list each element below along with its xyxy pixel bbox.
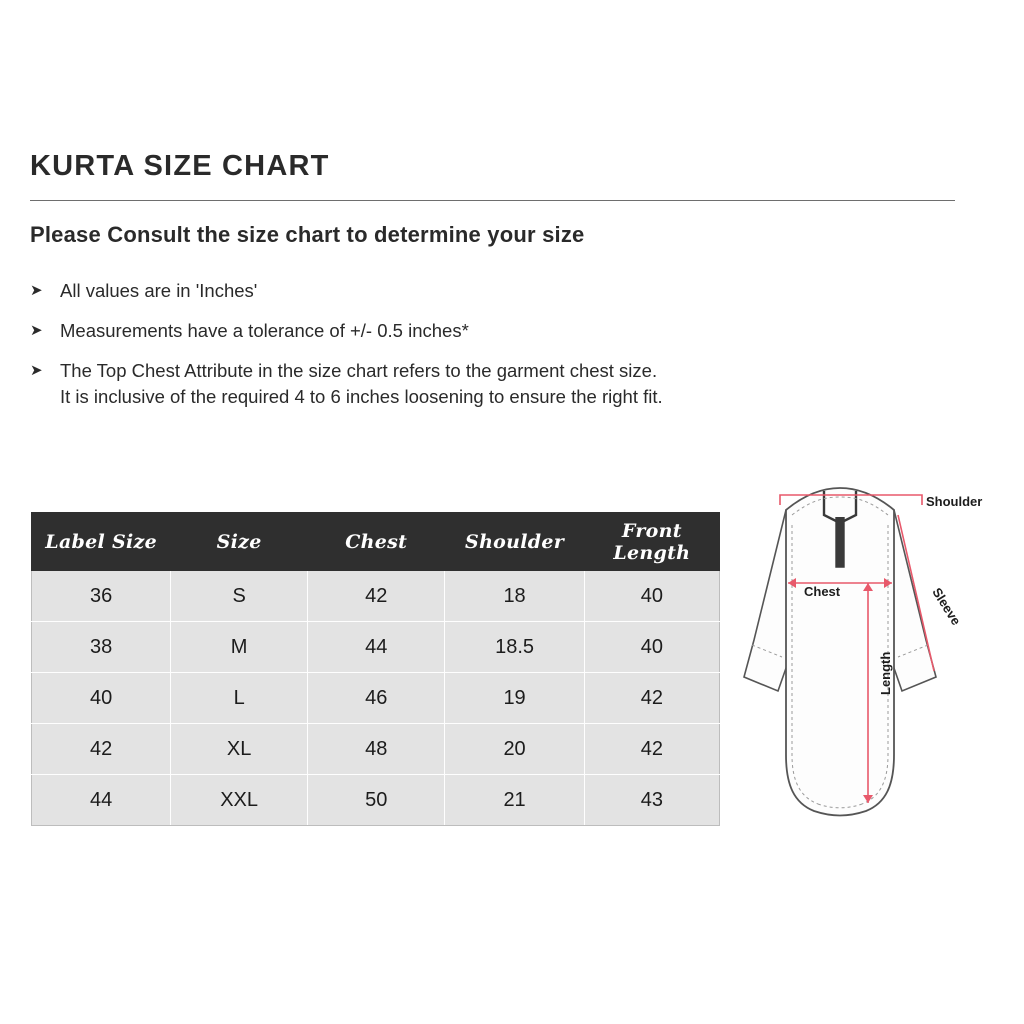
- cell-label-size: 36: [32, 571, 171, 622]
- cell-shoulder: 19: [445, 673, 584, 724]
- cell-size: XL: [171, 724, 308, 775]
- arrow-bullet-icon: ➤: [30, 322, 43, 339]
- arrow-bullet-icon: ➤: [30, 282, 43, 299]
- cell-label-size: 42: [32, 724, 171, 775]
- note-text: The Top Chest Attribute in the size chart refers to the garment chest size.: [60, 360, 658, 381]
- sleeve-label: Sleeve: [929, 585, 964, 628]
- page-subtitle: Please Consult the size chart to determine your size: [30, 222, 585, 247]
- cell-size: L: [171, 673, 308, 724]
- cell-size: S: [171, 571, 308, 622]
- column-header-size: Size: [171, 513, 308, 571]
- cell-chest: 46: [307, 673, 444, 724]
- cell-shoulder: 21: [445, 775, 584, 826]
- table-row: [32, 673, 720, 724]
- cell-shoulder: 18: [445, 571, 584, 622]
- table-row: [32, 622, 720, 673]
- shoulder-label: Shoulder: [926, 494, 983, 509]
- cell-front-length: 43: [584, 775, 719, 826]
- arrow-bullet-icon: ➤: [30, 362, 43, 379]
- cell-front-length: 42: [584, 724, 719, 775]
- column-header-label-size: Label Size: [32, 513, 171, 571]
- title-divider: [30, 200, 955, 201]
- cell-shoulder: 20: [445, 724, 584, 775]
- cell-front-length: 40: [584, 571, 719, 622]
- table-row: [32, 775, 720, 826]
- kurta-diagram-svg: [726, 455, 1011, 830]
- size-chart-table: [31, 512, 720, 826]
- placket-shape: [836, 517, 844, 567]
- cell-label-size: 44: [32, 775, 171, 826]
- page-title: KURTA SIZE CHART: [30, 150, 330, 182]
- note-text: Measurements have a tolerance of +/- 0.5 inches*: [60, 320, 469, 341]
- cell-shoulder: 18.5: [445, 622, 584, 673]
- note-text-secondary: It is inclusive of the required 4 to 6 inches loosening to ensure the right fit.: [60, 386, 663, 407]
- kurta-measurement-illustration: [726, 455, 1011, 830]
- cell-chest: 50: [307, 775, 444, 826]
- table-header-row: [32, 513, 720, 571]
- cell-front-length: 40: [584, 622, 719, 673]
- length-label: Length: [878, 651, 893, 695]
- note-item: [30, 358, 930, 410]
- notes-list: [30, 278, 930, 424]
- note-item: [30, 278, 930, 304]
- column-header-front-length: Front Length: [584, 513, 719, 571]
- column-header-chest: Chest: [307, 513, 444, 571]
- table-row: [32, 571, 720, 622]
- right-sleeve-shape: [888, 510, 936, 691]
- cell-label-size: 38: [32, 622, 171, 673]
- chest-label: Chest: [804, 584, 841, 599]
- cell-front-length: 42: [584, 673, 719, 724]
- cell-label-size: 40: [32, 673, 171, 724]
- cell-chest: 44: [307, 622, 444, 673]
- table-row: [32, 724, 720, 775]
- cell-size: M: [171, 622, 308, 673]
- left-sleeve-shape: [744, 510, 792, 691]
- column-header-shoulder: Shoulder: [445, 513, 584, 571]
- cell-size: XXL: [171, 775, 308, 826]
- cell-chest: 42: [307, 571, 444, 622]
- cell-chest: 48: [307, 724, 444, 775]
- note-text: All values are in 'Inches': [60, 280, 258, 301]
- note-item: [30, 318, 930, 344]
